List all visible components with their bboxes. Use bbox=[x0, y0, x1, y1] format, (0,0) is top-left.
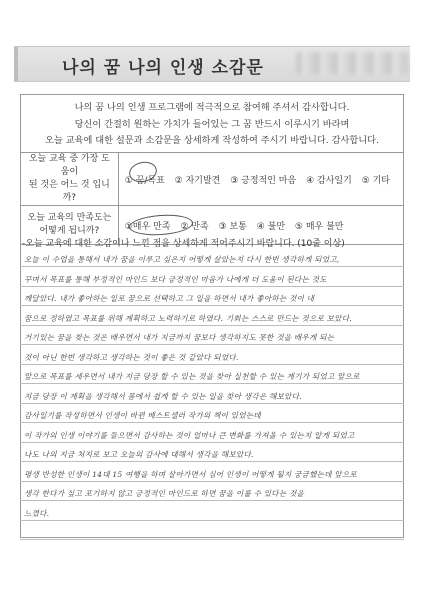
option-neutral[interactable]: ③ 보통 bbox=[218, 221, 247, 232]
ruled-line bbox=[20, 403, 404, 404]
survey-table bbox=[20, 152, 404, 245]
ruled-line bbox=[20, 286, 404, 287]
handwritten-line: 꾸며서 목표를 통해 부정적인 마인드 보다 긍정적인 마음가 나에게 더 도움이 된다는 것도 bbox=[24, 274, 327, 284]
handwritten-line: 것이 아닌 한번 생각하고 생각하는 것이 좋은 것 같았다 되었다. bbox=[24, 352, 239, 362]
answer-options bbox=[118, 153, 403, 206]
option-other[interactable]: ⑤ 기타 bbox=[361, 175, 390, 186]
option-satisfied[interactable]: ② 만족 bbox=[180, 221, 209, 232]
handwritten-line: 감사일기를 작성하면서 인생이 바뀐 베스트셀러 작가의 책이 있었는데 bbox=[24, 411, 261, 420]
handwritten-line: 깨달았다. 내가 좋아하는 일로 꿈으로 선택하고 그 일을 하면서 내가 좋아하는 것이 내 bbox=[24, 294, 315, 303]
ruled-line bbox=[20, 305, 404, 306]
ruled-line bbox=[20, 539, 404, 540]
ruled-line bbox=[20, 461, 404, 462]
redacted-name-area bbox=[296, 52, 408, 74]
intro-text bbox=[20, 100, 404, 150]
handwritten-line: 생각 한다가 싶고 포기하지 않고 긍정적인 마인드로 하면 꿈을 이룰 수 있다는 것을 bbox=[24, 489, 305, 498]
handwritten-line: 오늘 이 수업을 통해서 내가 꿈을 이루고 싶은지 어떻게 살았는지 다시 한번 생각하게 되었고, bbox=[24, 255, 340, 264]
handwritten-line: 거기있는 꿈을 찾는 것은 배우면서 내가 지금까지 꿈보다 생각하지도 못한 것을 배우게 되는 bbox=[24, 333, 335, 342]
intro-line: 당신이 간절히 원하는 가치가 들어있는 그 꿈 반드시 이루시기 바라며 bbox=[74, 118, 350, 130]
option-positive-mind[interactable]: ③ 긍정적인 마음 bbox=[230, 175, 297, 186]
option-self-discovery[interactable]: ② 자기발견 bbox=[174, 175, 221, 186]
intro-line: 나의 꿈 나의 인생 프로그램에 적극적으로 참여해 주셔서 감사합니다. bbox=[74, 102, 350, 113]
handwritten-line: 나도 나의 지금 처지로 보고 오늘의 감사에 대해서 생각을 해보았다. bbox=[24, 450, 254, 459]
ruled-line bbox=[20, 422, 404, 423]
option-gratitude-diary[interactable]: ④ 감사일기 bbox=[306, 175, 352, 186]
ruled-line bbox=[20, 520, 404, 521]
question-label-line: 된 것은 어느 것 입니까? bbox=[28, 180, 110, 203]
ruled-line bbox=[20, 442, 404, 443]
question-label-line: 오늘 교육의 만족도는 bbox=[27, 213, 112, 223]
ruled-line bbox=[20, 364, 404, 365]
ruled-line bbox=[20, 344, 404, 345]
option-very-dissatisfied[interactable]: ⑤ 매우 불만 bbox=[294, 221, 344, 232]
question-label-line: 어떻게 됩니까? bbox=[39, 226, 100, 236]
question-label-line: 오늘 교육 중 가장 도움이 bbox=[28, 154, 110, 177]
handwritten-line: 앞으로 목표를 세우면서 내가 지금 당장 할 수 있는 것을 찾아 실천할 수 있는 계기가 되었고 앞으로 bbox=[24, 372, 360, 381]
option-dissatisfied[interactable]: ④ 불만 bbox=[256, 221, 286, 232]
free-response-prompt: -오늘 교육에 대한 소감이나 느낀 점을 상세하게 적어주시기 바랍니다. (10줄 이상) bbox=[22, 239, 345, 249]
survey-row-helpful bbox=[21, 153, 404, 206]
ruled-line bbox=[20, 266, 404, 267]
ruled-line bbox=[20, 500, 404, 501]
ruled-line bbox=[20, 383, 404, 384]
handwritten-line: 꿈으로 정하였고 목표를 위해 계획하고 노력하기로 하였다. 기회는 스스로 만드는 것으로 보았다. bbox=[24, 313, 352, 323]
option-very-satisfied[interactable]: ①매우 만족 bbox=[124, 221, 171, 232]
ruled-line bbox=[20, 325, 404, 326]
option-dream-goal[interactable]: ① 꿈/목표 bbox=[124, 175, 165, 186]
page-title: 나의 꿈 나의 인생 소감문 bbox=[62, 58, 264, 78]
selected-circle-mark bbox=[128, 213, 193, 237]
title-accent-bar bbox=[14, 47, 18, 81]
handwritten-line: 느꼈다. bbox=[24, 508, 50, 518]
ruled-line bbox=[20, 481, 404, 482]
handwritten-line: 지금 당장 이 계획을 생각해서 몸에서 쉽게 할 수 있는 일을 찾아 생각은 해보았다. bbox=[24, 391, 302, 401]
intro-line: 오늘 교육에 대한 설문과 소감문을 상세하게 작성하여 주시기 바랍니다. 감사합니다. bbox=[45, 135, 379, 146]
handwritten-line: 평생 반성한 인생이 14대 15 여행을 하며 살아가면서 심어 인생이 어떻게 될지 궁금했는데 앞으로 bbox=[24, 469, 357, 479]
question-label bbox=[21, 153, 119, 206]
handwritten-line: 이 작가의 인생 이야기를 들으면서 감사하는 것이 얼마나 큰 변화를 가져올 수 있는지 알게 되었고 bbox=[24, 430, 355, 440]
